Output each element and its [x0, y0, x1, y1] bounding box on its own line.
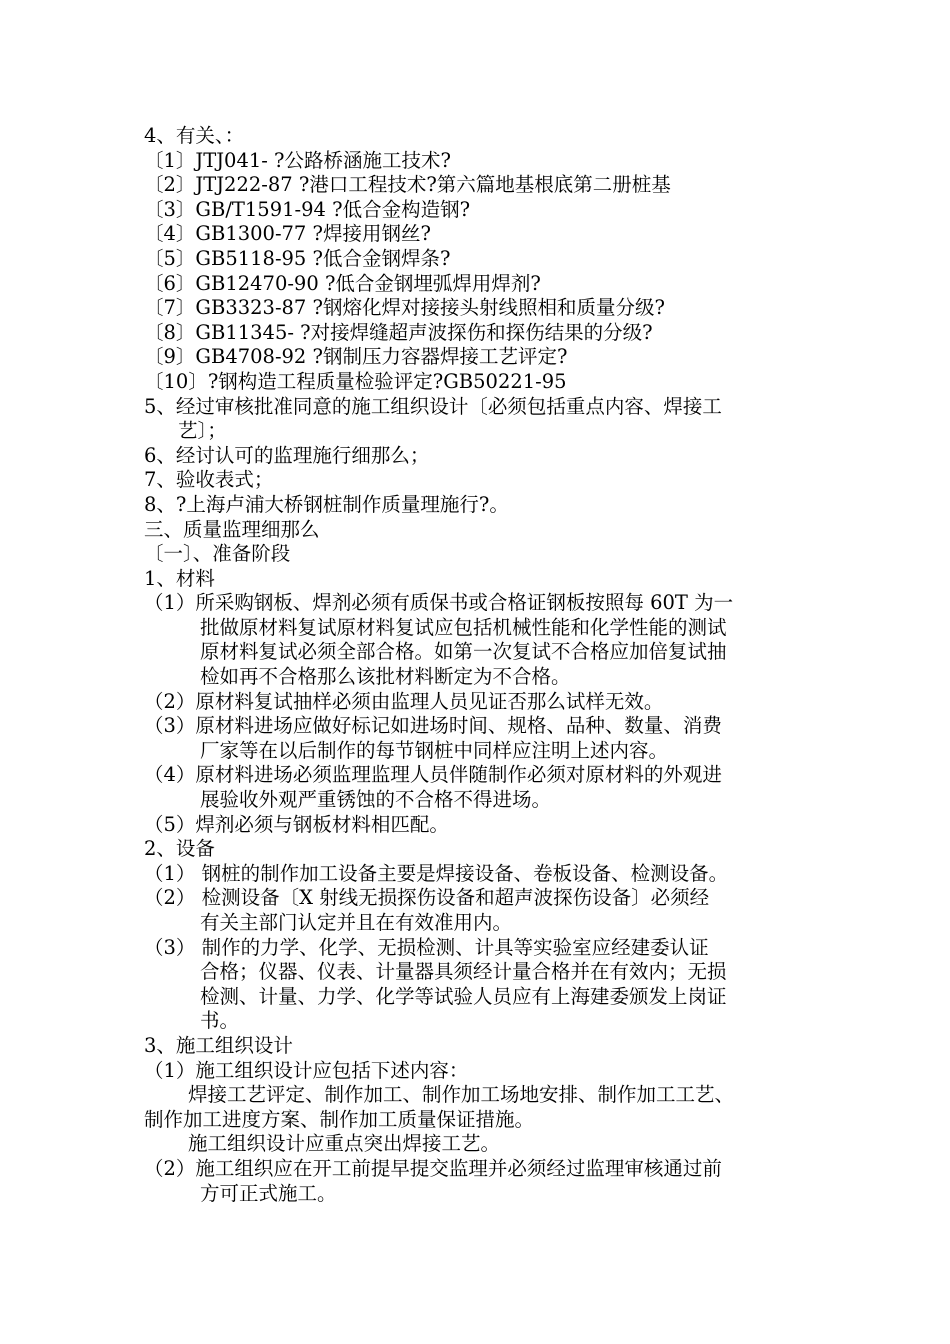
- text-line: （1）施工组织设计应包括下述内容：: [144, 1058, 469, 1082]
- text-line: 三、质量监理细那么: [144, 517, 320, 541]
- text-line: 〔1〕JTJ041- ?公路桥涵施工技术?: [144, 148, 451, 172]
- text-line: 〔一〕、准备阶段: [144, 542, 291, 566]
- text-line: 合格；仪器、仪表、计量器具须经计量合格并在有效内；无损: [200, 960, 727, 984]
- text-line: 检如再不合格那么该批材料断定为不合格。: [200, 665, 571, 689]
- text-line: 〔5〕GB5118-95 ?低合金钢焊条?: [144, 246, 451, 270]
- text-line: （3） 制作的力学、化学、无损检测、计具等实验室应经建委认证: [144, 935, 709, 959]
- text-line: 〔10〕?钢构造工程质量检验评定?GB50221-95: [144, 369, 567, 393]
- text-line: 〔4〕GB1300-77 ?焊接用钢丝?: [144, 222, 431, 246]
- text-line: 检测、计量、力学、化学等试验人员应有上海建委颁发上岗证: [200, 984, 727, 1008]
- text-line: 4、有关、：: [144, 124, 245, 147]
- text-line: 方可正式施工。: [200, 1181, 337, 1205]
- text-line: （1） 钢桩的制作加工设备主要是焊接设备、卷板设备、检测设备。: [144, 861, 729, 885]
- text-line: 原材料复试必须全部合格。如第一次复试不合格应加倍复试抽: [200, 640, 727, 664]
- text-line: 〔7〕GB3323-87 ?钢熔化焊对接接头射线照相和质量分级?: [144, 296, 665, 320]
- text-line: 2、设备: [144, 837, 215, 861]
- text-line: 5、经过审核批准同意的施工组织设计〔必须包括重点内容、焊接工: [144, 394, 722, 418]
- text-line: 7、验收表式；: [144, 468, 274, 492]
- text-line: （3）原材料进场应做好标记如进场时间、规格、品种、数量、消费: [144, 714, 722, 738]
- document-body: [144, 124, 834, 1206]
- text-line: 〔6〕GB12470-90 ?低合金钢埋弧焊用焊剂?: [144, 271, 541, 295]
- text-line: 〔3〕GB/T1591-94 ?低合金构造钢?: [144, 197, 471, 221]
- text-line: （2）原材料复试抽样必须由监理人员见证否那么试样无效。: [144, 689, 664, 713]
- text-line: 〔9〕GB4708-92 ?钢制压力容器焊接工艺评定?: [144, 345, 568, 369]
- text-line: 1、材料: [144, 566, 215, 590]
- text-line: 制作加工进度方案、制作加工质量保证措施。: [144, 1107, 535, 1131]
- text-line: 艺〕；: [178, 419, 227, 443]
- text-line: （1）所采购钢板、焊剂必须有质保书或合格证钢板按照每 60T 为一: [144, 591, 734, 615]
- text-line: （2） 检测设备〔X 射线无损探伤设备和超声波探伤设备〕必须经: [144, 886, 710, 910]
- text-line: 6、经讨认可的监理施行细那么；: [144, 443, 430, 467]
- text-line: 〔8〕GB11345- ?对接焊缝超声波探伤和探伤结果的分级?: [144, 320, 653, 344]
- text-line: 展验收外观严重锈蚀的不合格不得进场。: [200, 788, 552, 812]
- text-line: （2）施工组织应在开工前提早提交监理并必须经过监理审核通过前: [144, 1156, 722, 1180]
- text-line: 3、施工组织设计: [144, 1033, 293, 1057]
- text-line: 批做原材料复试原材料复试应包括机械性能和化学性能的测试: [200, 615, 727, 639]
- text-line: 厂家等在以后制作的每节钢桩中同样应注明上述内容。: [200, 738, 669, 762]
- text-line: 焊接工艺评定、制作加工、制作加工场地安排、制作加工工艺、: [188, 1083, 735, 1107]
- text-line: 书。: [200, 1009, 240, 1033]
- text-line: 8、?上海卢浦大桥钢桩制作质量理施行?。: [144, 492, 509, 516]
- text-line: （5）焊剂必须与钢板材料相匹配。: [144, 812, 449, 836]
- text-line: 有关主部门认定并且在有效准用内。: [200, 911, 513, 934]
- text-line: （4）原材料进场必须监理监理人员伴随制作必须对原材料的外观进: [144, 763, 722, 787]
- text-line: 施工组织设计应重点突出焊接工艺。: [188, 1132, 501, 1156]
- text-line: 〔2〕JTJ222-87 ?港口工程技术?第六篇地基根底第二册桩基: [144, 173, 671, 197]
